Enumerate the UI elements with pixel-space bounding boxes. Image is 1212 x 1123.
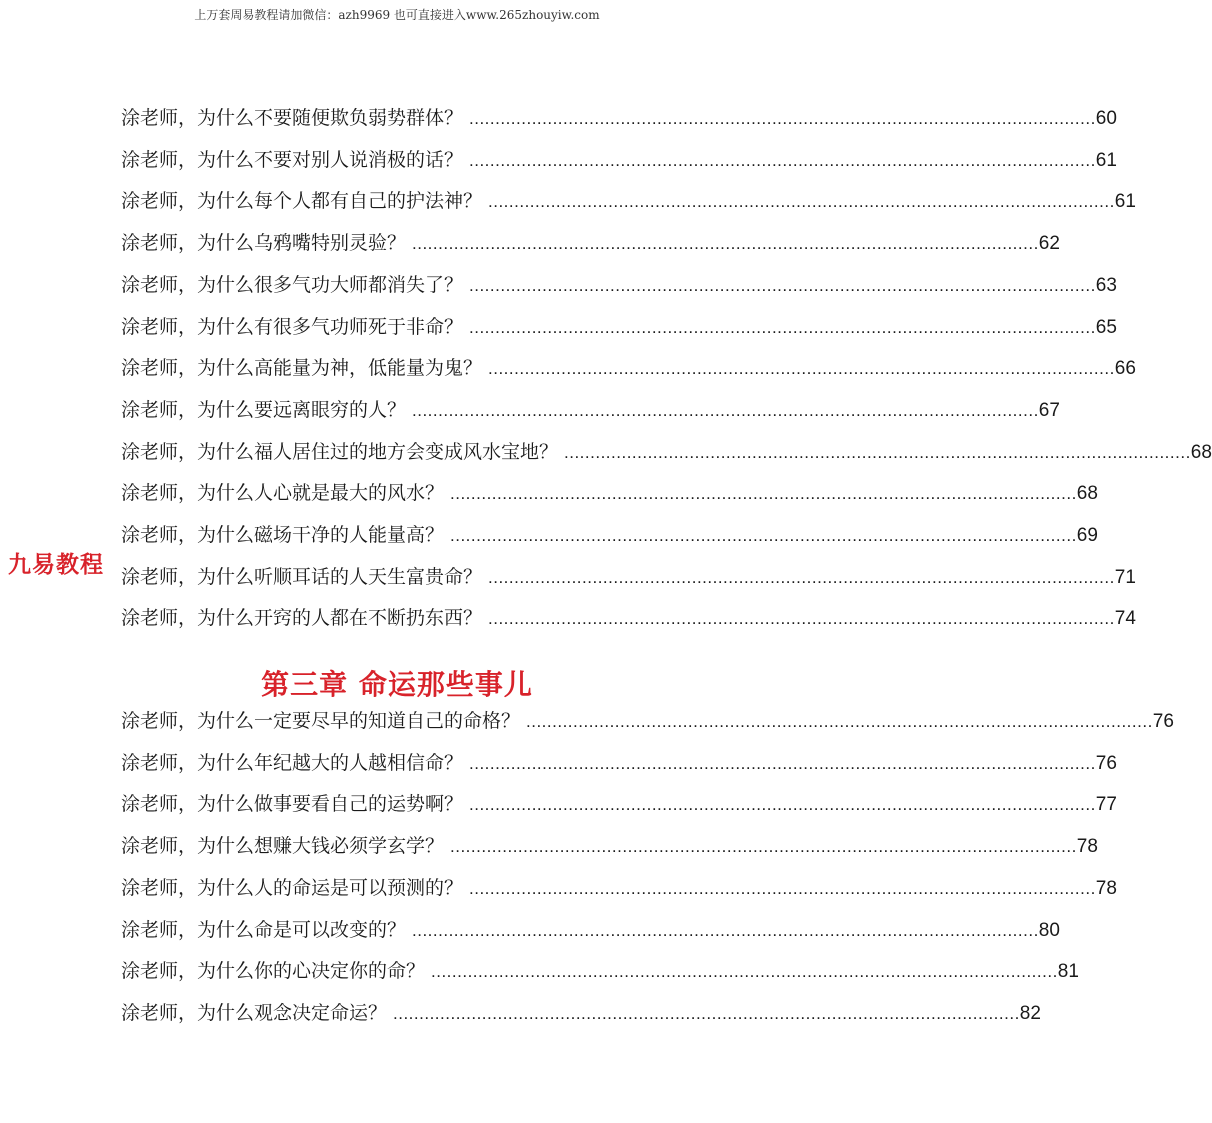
dot-leader: ........................................................................................................................ bbox=[488, 567, 1115, 587]
toc-entry-page: 65 bbox=[1095, 316, 1117, 338]
toc-entry-page: 74 bbox=[1114, 608, 1136, 630]
toc-entry[interactable] bbox=[121, 834, 1098, 858]
toc-entry-page: 62 bbox=[1038, 233, 1060, 255]
toc-entry[interactable] bbox=[121, 918, 1060, 942]
toc-entry-title: 涂老师，为什么不要对别人说消极的话？ bbox=[121, 148, 464, 171]
toc-entry[interactable] bbox=[121, 1001, 1041, 1025]
toc-entry-title: 涂老师，为什么磁场干净的人能量高？ bbox=[121, 524, 445, 546]
toc-entry-title: 涂老师，为什么年纪越大的人越相信命？ bbox=[121, 751, 464, 774]
toc-entry[interactable] bbox=[121, 751, 1117, 775]
dot-leader: ........................................................................................................................ bbox=[469, 150, 1096, 170]
dot-leader: ........................................................................................................................ bbox=[469, 753, 1096, 773]
toc-entry-title: 涂老师，为什么命是可以改变的？ bbox=[121, 918, 407, 941]
toc-entry-page: 82 bbox=[1019, 1002, 1041, 1024]
toc-entry-title: 涂老师，为什么要远离眼穷的人？ bbox=[121, 398, 407, 421]
toc-entry[interactable] bbox=[121, 189, 1136, 213]
dot-leader: ........................................................................................................................ bbox=[488, 359, 1115, 379]
toc-entry-page: 78 bbox=[1095, 877, 1117, 899]
toc-entry-title: 涂老师，为什么你的心决定你的命？ bbox=[121, 960, 426, 983]
toc-entry-title: 涂老师，为什么人心就是最大的风水？ bbox=[121, 482, 445, 505]
dot-leader: ........................................................................................................................ bbox=[412, 920, 1039, 940]
dot-leader: ........................................................................................................................ bbox=[412, 234, 1039, 254]
toc-entry[interactable] bbox=[121, 106, 1117, 130]
toc-entry-page: 66 bbox=[1114, 358, 1136, 380]
dot-leader: ........................................................................................................................ bbox=[469, 878, 1096, 898]
toc-entry-page: 77 bbox=[1095, 794, 1117, 816]
toc-entry-page: 71 bbox=[1114, 566, 1136, 588]
toc-entry-title: 涂老师，为什么很多气功大师都消失了？ bbox=[121, 273, 464, 296]
toc-entry[interactable] bbox=[121, 959, 1079, 983]
toc-entry[interactable] bbox=[121, 481, 1098, 505]
dot-leader: ........................................................................................................................ bbox=[450, 484, 1077, 504]
toc-entry[interactable] bbox=[121, 606, 1136, 630]
chapter-heading: 第三章 命运那些事儿 bbox=[261, 668, 533, 701]
toc-entry-title: 涂老师，为什么人的命运是可以预测的？ bbox=[121, 876, 464, 899]
toc-entry[interactable] bbox=[121, 876, 1117, 900]
toc-entry-page: 80 bbox=[1038, 919, 1060, 941]
toc-entry[interactable] bbox=[121, 273, 1117, 297]
toc-entry-page: 67 bbox=[1038, 399, 1060, 421]
toc-entry-page: 61 bbox=[1114, 191, 1136, 213]
dot-leader: ........................................................................................................................ bbox=[469, 275, 1096, 295]
toc-entry-page: 78 bbox=[1076, 836, 1098, 858]
toc-entry-title: 涂老师，为什么做事要看自己的运势啊？ bbox=[121, 793, 464, 816]
toc-entry[interactable] bbox=[121, 398, 1060, 422]
toc-entry-title: 涂老师，为什么听顺耳话的人天生富贵命？ bbox=[121, 565, 483, 588]
toc-entry-title: 涂老师，为什么想赚大钱必须学玄学？ bbox=[121, 835, 445, 858]
dot-leader: ........................................................................................................................ bbox=[431, 962, 1058, 982]
toc-entry[interactable] bbox=[121, 315, 1117, 339]
toc-entry-title: 涂老师，为什么开窍的人都在不断扔东西？ bbox=[121, 607, 483, 630]
dot-leader: ........................................................................................................................ bbox=[564, 442, 1191, 462]
toc-entry-title: 涂老师，为什么每个人都有自己的护法神？ bbox=[121, 190, 483, 213]
dot-leader: ........................................................................................................................ bbox=[412, 400, 1039, 420]
dot-leader: ........................................................................................................................ bbox=[469, 795, 1096, 815]
toc-entry-page: 81 bbox=[1057, 961, 1079, 983]
toc-entry-page: 61 bbox=[1095, 149, 1117, 171]
toc-entry-title: 涂老师，为什么乌鸦嘴特别灵验？ bbox=[121, 232, 407, 255]
toc-entry-title: 涂老师，为什么有很多气功师死于非命？ bbox=[121, 315, 464, 338]
page-header: 上万套周易教程请加微信：azh9969 也可直接进入www.265zhouyiw.com bbox=[194, 8, 600, 22]
toc-entry[interactable] bbox=[121, 565, 1136, 589]
toc-entry[interactable] bbox=[121, 792, 1117, 816]
toc-entry[interactable] bbox=[121, 709, 1174, 733]
dot-leader: ........................................................................................................................ bbox=[469, 317, 1096, 337]
toc-entry-page: 76 bbox=[1152, 711, 1174, 732]
dot-leader: ........................................................................................................................ bbox=[469, 109, 1096, 128]
toc-entry-title: 涂老师，为什么福人居住过的地方会变成风水宝地？ bbox=[121, 440, 559, 463]
toc-entry-page: 68 bbox=[1076, 483, 1098, 505]
toc-entry-page: 60 bbox=[1095, 108, 1117, 129]
toc-entry-page: 76 bbox=[1095, 752, 1117, 774]
toc-entry[interactable] bbox=[121, 231, 1060, 255]
toc-entry-title: 涂老师，为什么观念决定命运？ bbox=[121, 1001, 388, 1024]
toc-entry-page: 68 bbox=[1190, 441, 1212, 463]
dot-leader: ........................................................................................................................ bbox=[488, 192, 1115, 212]
toc-entry-page: 69 bbox=[1076, 525, 1098, 546]
dot-leader: ........................................................................................................................ bbox=[450, 526, 1077, 545]
toc-entry-page: 63 bbox=[1095, 274, 1117, 296]
dot-leader: ........................................................................................................................ bbox=[488, 609, 1115, 629]
toc-entry-title: 涂老师，为什么高能量为神，低能量为鬼？ bbox=[121, 357, 483, 380]
watermark-logo: 九易教程 bbox=[8, 552, 104, 578]
dot-leader: ........................................................................................................................ bbox=[526, 712, 1153, 731]
toc-entry-title: 涂老师，为什么一定要尽早的知道自己的命格？ bbox=[121, 710, 521, 732]
toc-entry[interactable] bbox=[121, 523, 1098, 547]
toc-entry-title: 涂老师，为什么不要随便欺负弱势群体？ bbox=[121, 107, 464, 129]
dot-leader: ........................................................................................................................ bbox=[450, 837, 1077, 857]
toc-entry[interactable] bbox=[121, 148, 1117, 172]
dot-leader: ........................................................................................................................ bbox=[393, 1003, 1020, 1023]
toc-entry[interactable] bbox=[121, 440, 1212, 464]
toc-entry[interactable] bbox=[121, 356, 1136, 380]
